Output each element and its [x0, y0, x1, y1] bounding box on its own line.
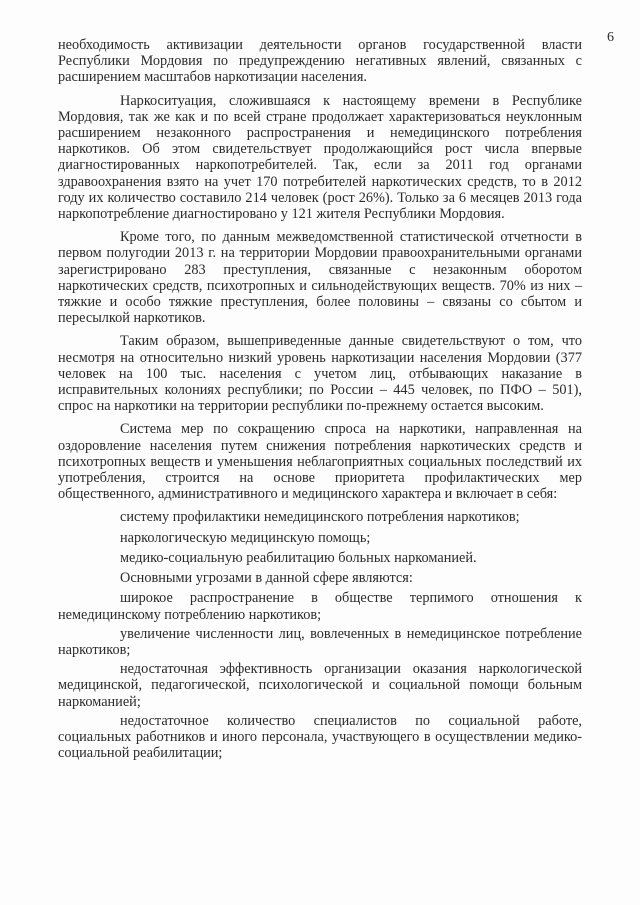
- page-number: 6: [607, 30, 614, 45]
- list-item-prevention: систему профилактики немедицинского потребления наркотиков;: [120, 509, 520, 526]
- list-item-threat-effectiveness: недостаточная эффективность организации оказания наркологической медицинской, педагогической, психологической и социальной помощи больным наркоманией;: [58, 661, 582, 710]
- list-item-rehabilitation: медико-социальную реабилитацию больных наркоманией.: [120, 549, 477, 566]
- list-item-threat-tolerance: широкое распространение в обществе терпимого отношения к немедицинскому потреблению наркотиков;: [58, 590, 582, 623]
- document-body: [58, 37, 582, 764]
- paragraph-narcosituation: Наркоситуация, сложившаяся к настоящему времени в Республике Мордовия, так же как и по всей стране продолжает характеризоваться неуклонным расширением незаконного распространения и немедицинского потребления наркотиков. Об этом свидетельствует продолжающийся рост числа впервые диагностированных наркопотребителей. Так, если за 2011 год органами здравоохранения взято на учет 170 потребителей наркотических средств, то в 2012 году их количество составило 214 человек (рост 26%). Только за 6 месяцев 2013 года наркопотребление диагностировано у 121 жителя Республики Мордовия.: [58, 92, 582, 223]
- list-item-threat-growth: увеличение численности лиц, вовлеченных в немедицинское потребление наркотиков;: [58, 625, 582, 658]
- list-item-threat-staffing: недостаточное количество специалистов по социальной работе, социальных работников и иного персонала, участвующего в осуществлении медико-социальной реабилитации;: [58, 712, 582, 762]
- paragraph-continuation: необходимость активизации деятельности органов государственной власти Республики Мордовия по предупреждению негативных явлений, связанных с расширением масштабов наркотизации населения.: [58, 37, 582, 86]
- paragraph-crime-statistics: Кроме того, по данным межведомственной статистической отчетности в первом полугодии 2013 г. на территории Мордовии правоохранительными органами зарегистрировано 283 преступления, связанные с незаконным оборотом наркотических средств, психотропных и сильнодействующих веществ. 70% из них – тяжкие и особо тяжкие преступления, более половины – связаны со сбытом и пересылкой наркотиков.: [58, 229, 582, 327]
- list-item-medical-help: наркологическую медицинскую помощь;: [120, 529, 371, 546]
- paragraph-system-of-measures: Система мер по сокращению спроса на наркотики, направленная на оздоровление населения путем снижения потребления наркотических средств и психотропных веществ и уменьшения неблагоприятных социальных последствий их употребления, строится на основе приоритета профилактических мер общественного, административного и медицинского характера и включает в себя:: [58, 421, 582, 503]
- paragraph-threats-heading: Основными угрозами в данной сфере являются:: [120, 570, 413, 587]
- paragraph-conclusion: Таким образом, вышеприведенные данные свидетельствуют о том, что несмотря на относительно низкий уровень наркотизации населения Мордовии (377 человек на 100 тыс. населения с учетом лиц, отбывающих наказание в исправительных колониях республики; по России – 445 человек, по ПФО – 501), спрос на наркотики на территории республики по-прежнему остается высоким.: [58, 333, 582, 415]
